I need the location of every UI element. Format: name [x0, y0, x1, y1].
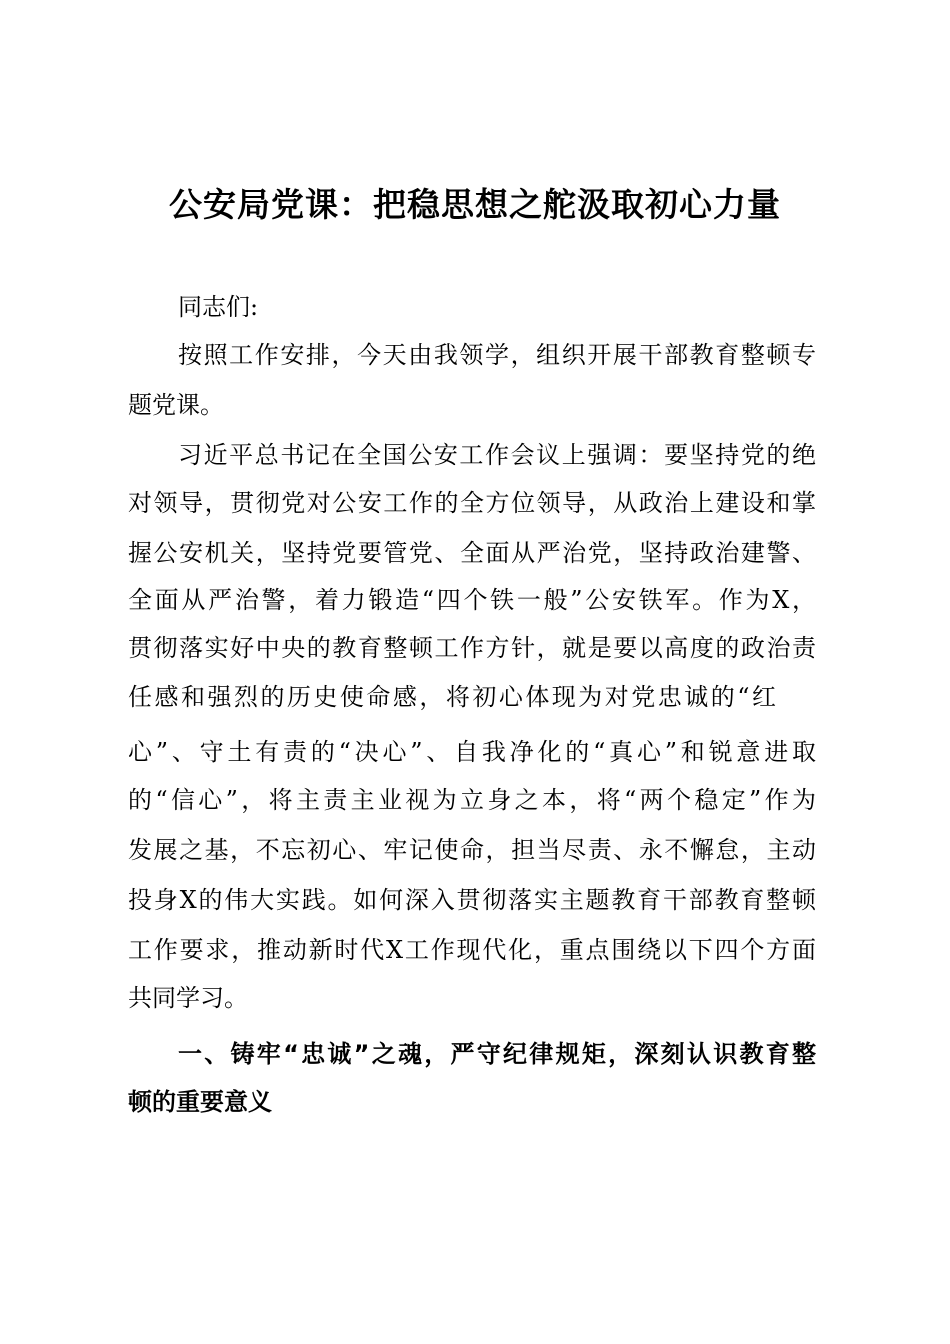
paragraph-line: 的“信心”，将主责主业视为立身之本，将“两个稳定”作为 [128, 786, 816, 814]
paragraph-line: 工作要求，推动新时代X工作现代化，重点围绕以下四个方面 [128, 936, 816, 964]
heading-line: 顿的重要意义 [128, 1088, 272, 1116]
heading-line: 一、铸牢“忠诚”之魂，严守纪律规矩，深刻认识教育整 [178, 1040, 816, 1068]
paragraph-line: 发展之基，不忘初心、牢记使命，担当尽责、永不懈怠，主动 [128, 836, 816, 864]
salutation: 同志们: [178, 293, 259, 321]
paragraph-line: 题党课。 [128, 391, 224, 419]
document-title: 公安局党课：把稳思想之舵汲取初心力量 [169, 185, 781, 224]
paragraph-line: 贯彻落实好中央的教育整顿工作方针，就是要以高度的政治责 [128, 634, 816, 662]
paragraph-line: 按照工作安排，今天由我领学，组织开展干部教育整顿专 [178, 341, 816, 369]
paragraph-line: 对领导，贯彻党对公安工作的全方位领导，从政治上建设和掌 [128, 489, 816, 517]
paragraph-line: 握公安机关，坚持党要管党、全面从严治党，坚持政治建警、 [128, 539, 816, 567]
paragraph-line: 心”、守土有责的“决心”、自我净化的“真心”和锐意进取 [128, 738, 816, 766]
paragraph-line: 投身X的伟大实践。如何深入贯彻落实主题教育干部教育整顿 [128, 886, 816, 914]
paragraph-line: 习近平总书记在全国公安工作会议上强调：要坚持党的绝 [178, 441, 816, 469]
paragraph-line: 全面从严治警，着力锻造“四个铁一般”公安铁军。作为X， [128, 586, 816, 614]
paragraph-line: 任感和强烈的历史使命感，将初心体现为对党忠诚的“红 [128, 683, 776, 711]
paragraph-line: 共同学习。 [128, 984, 248, 1012]
